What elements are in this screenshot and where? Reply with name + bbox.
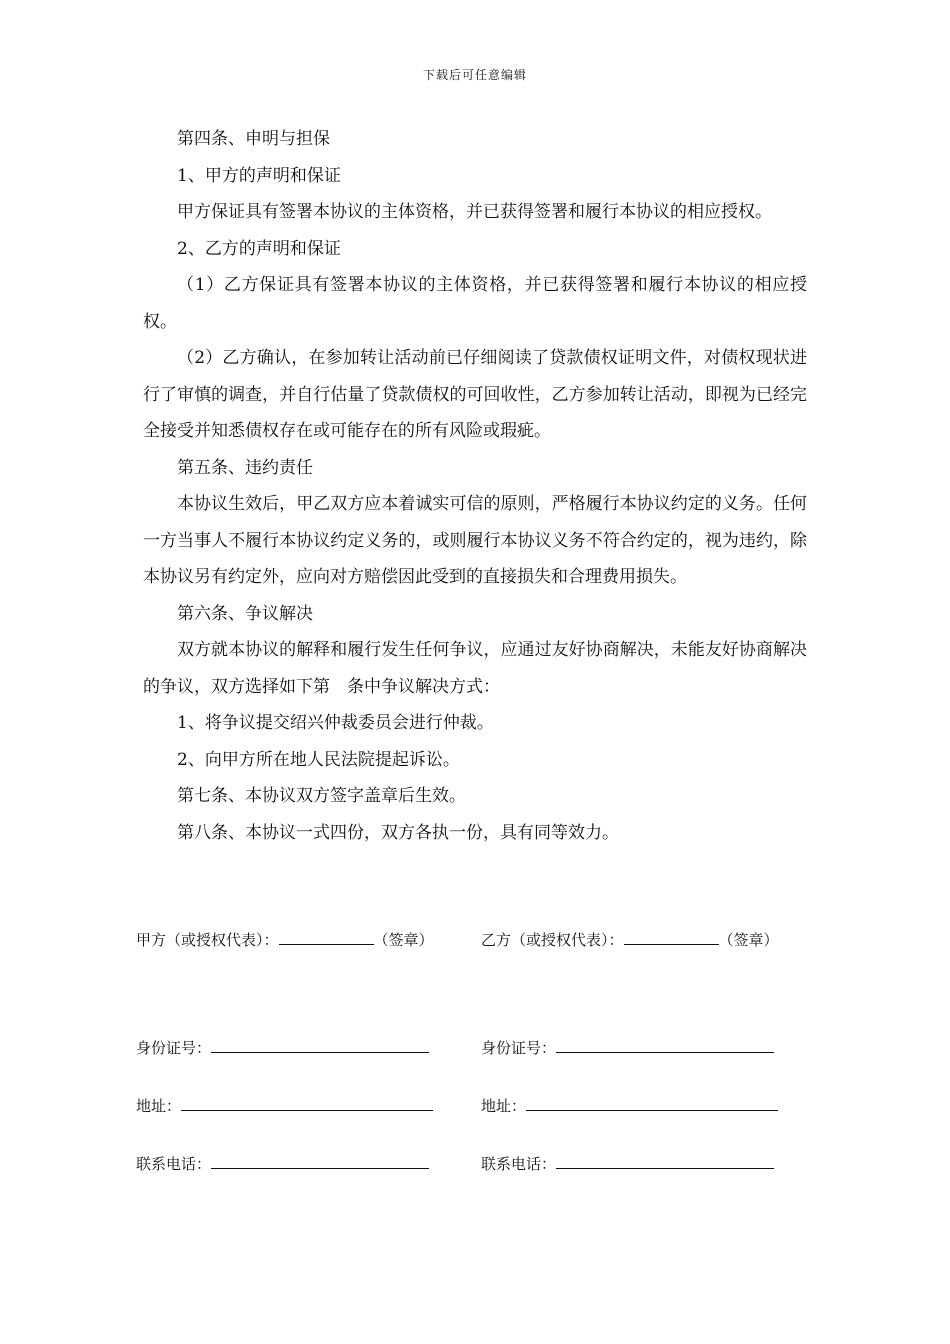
page-header: 下载后可任意编辑	[422, 68, 527, 82]
signature-block	[136, 922, 796, 1208]
signature-party-row	[136, 922, 796, 1034]
party-a-signature	[136, 922, 451, 1034]
party-b-phone-label: 联系电话：	[481, 1155, 557, 1173]
party-b-phone-line[interactable]	[556, 1150, 774, 1169]
party-b-signature	[481, 922, 796, 1034]
party-a-phone-field	[136, 1150, 451, 1208]
party-a-address-field	[136, 1092, 451, 1150]
address-row	[136, 1092, 796, 1150]
party-a-statement-title: 1、甲方的声明和保证	[177, 165, 341, 186]
id-number-row	[136, 1034, 796, 1092]
party-b-label: 乙方（或授权代表）：	[481, 931, 624, 949]
party-b-statement-1: （1）乙方保证具有签署本协议的主体资格，并已获得签署和履行本协议的相应授权。	[143, 275, 807, 332]
party-b-id-field	[481, 1034, 796, 1092]
party-b-statement-2: （2）乙方确认，在参加转让活动前已仔细阅读了贷款债权证明文件，对债权现状进行了审慎的调查，并自行估量了贷款债权的可回收性，乙方参加转让活动，即视为已经完全接受并知悉债权存在或可能存在的所有风险或瑕疵。	[143, 348, 807, 441]
party-b-signature-line[interactable]	[624, 926, 719, 945]
party-b-phone-field	[481, 1150, 796, 1208]
party-a-id-field	[136, 1034, 451, 1092]
party-a-seal-suffix: （签章）	[373, 931, 434, 949]
party-a-address-line[interactable]	[181, 1092, 433, 1111]
article-4-title: 第四条、申明与担保	[177, 129, 330, 149]
dispute-option-2: 2、向甲方所在地人民法院提起诉讼。	[177, 749, 460, 770]
party-a-label: 甲方（或授权代表）：	[136, 931, 279, 949]
article-5-body: 本协议生效后，甲乙双方应本着诚实可信的原则，严格履行本协议约定的义务。任何一方当事人不履行本协议约定义务的，或则履行本协议义务不符合约定的，视为违约，除本协议另有约定外，应向对方赔偿因此受到的直接损失和合理费用损失。	[143, 494, 807, 587]
article-7: 第七条、本协议双方签字盖章后生效。	[177, 786, 466, 806]
party-a-id-line[interactable]	[211, 1034, 429, 1053]
party-b-id-line[interactable]	[556, 1034, 774, 1053]
party-a-phone-line[interactable]	[211, 1150, 429, 1169]
party-a-id-label: 身份证号：	[136, 1039, 212, 1057]
party-b-seal-suffix: （签章）	[718, 931, 779, 949]
dispute-option-1: 1、将争议提交绍兴仲裁委员会进行仲裁。	[177, 713, 494, 733]
party-b-statement-title: 2、乙方的声明和保证	[177, 238, 341, 259]
party-a-signature-line[interactable]	[279, 926, 374, 945]
party-a-statement: 甲方保证具有签署本协议的主体资格，并已获得签署和履行本协议的相应授权。	[177, 202, 772, 222]
contract-body	[143, 121, 807, 851]
article-6-title: 第六条、争议解决	[177, 603, 313, 624]
party-a-phone-label: 联系电话：	[136, 1155, 212, 1173]
party-a-address-label: 地址：	[136, 1097, 182, 1115]
party-b-address-label: 地址：	[481, 1097, 527, 1115]
article-5-title: 第五条、违约责任	[177, 457, 313, 478]
party-b-address-field	[481, 1092, 796, 1150]
party-b-address-line[interactable]	[526, 1092, 778, 1111]
article-6-body: 双方就本协议的解释和履行发生任何争议，应通过友好协商解决，未能友好协商解决的争议，双方选择如下第 条中争议解决方式：	[143, 640, 807, 697]
party-b-id-label: 身份证号：	[481, 1039, 557, 1057]
article-8: 第八条、本协议一式四份，双方各执一份，具有同等效力。	[177, 822, 619, 843]
phone-row	[136, 1150, 796, 1208]
